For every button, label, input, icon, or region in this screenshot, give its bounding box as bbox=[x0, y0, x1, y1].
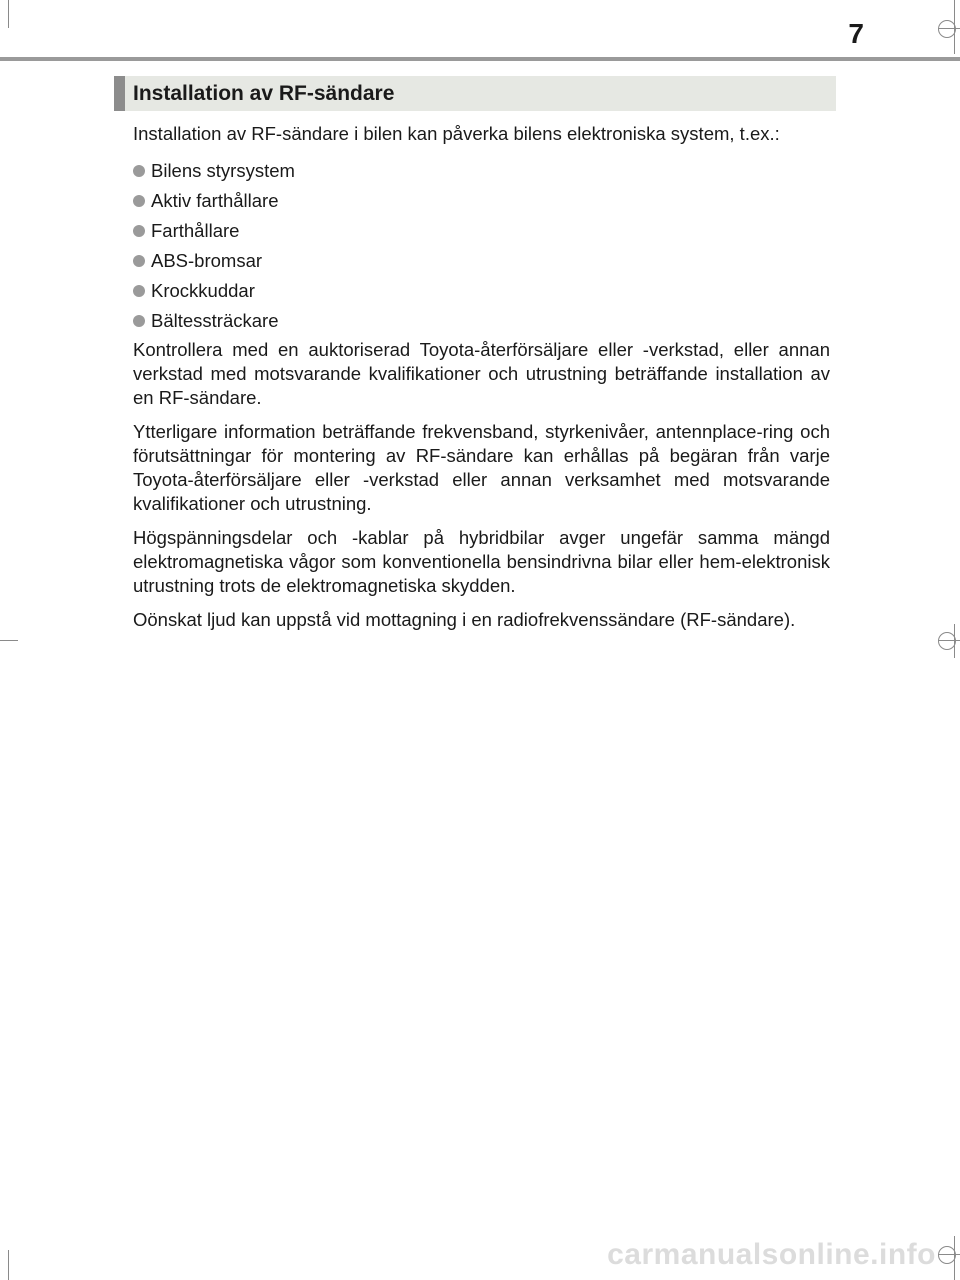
list-item-text: Farthållare bbox=[151, 220, 240, 241]
list-item bbox=[133, 186, 830, 216]
page-number: 7 bbox=[848, 18, 864, 49]
bullet-icon bbox=[133, 315, 145, 327]
list-item-text: Bilens styrsystem bbox=[151, 160, 295, 181]
list-item-text: Aktiv farthållare bbox=[151, 190, 279, 211]
crop-mark-mid-left bbox=[0, 640, 18, 641]
hybrid-info-paragraph: Högspänningsdelar och -kablar på hybridbilar avger ungefär samma mängd elektromagnetiska vågor som konventionella bensindrivna bilar eller hem-elektronisk utrustning trots de elektromagnetiska skydden. bbox=[133, 527, 830, 596]
list-item bbox=[133, 156, 830, 186]
list-item-text: Bältessträckare bbox=[151, 310, 279, 331]
intro-paragraph: Installation av RF-sändare i bilen kan påverka bilens elektroniska system, t.ex.: bbox=[133, 123, 780, 144]
list-item bbox=[133, 246, 830, 276]
list-item bbox=[133, 276, 830, 306]
list-item-text: Krockkuddar bbox=[151, 280, 255, 301]
noise-info-paragraph: Oönskat ljud kan uppstå vid mottagning i en radiofrekvenssändare (RF-sändare). bbox=[133, 609, 796, 630]
section-content bbox=[133, 122, 830, 642]
affected-systems-list bbox=[133, 156, 830, 336]
list-item bbox=[133, 216, 830, 246]
dealer-paragraph: Kontrollera med en auktoriserad Toyota-återförsäljare eller -verkstad, eller annan verkstad med motsvarande kvalifikationer och utrustning beträffande installation av en RF-sändare. bbox=[133, 339, 830, 408]
crop-mark-top-left bbox=[8, 0, 9, 28]
bullet-icon bbox=[133, 225, 145, 237]
heading-accent-bar bbox=[114, 76, 125, 111]
bullet-icon bbox=[133, 285, 145, 297]
bullet-icon bbox=[133, 195, 145, 207]
crop-mark-bottom-left bbox=[8, 1250, 9, 1280]
header-rule bbox=[0, 57, 960, 61]
bullet-icon bbox=[133, 255, 145, 267]
frequency-info-paragraph: Ytterligare information beträffande frekvensband, styrkenivåer, antennplace-ring och förutsättningar för montering av RF-sändare kan erhållas på begäran från varje Toyota-återförsäljare eller -verkstad eller annan verksamhet med motsvarande kvalifikationer och utrustning. bbox=[133, 421, 830, 514]
registration-mark-bottom-right bbox=[938, 1246, 956, 1264]
bullet-icon bbox=[133, 165, 145, 177]
registration-mark-mid-right bbox=[938, 632, 956, 650]
watermark: carmanualsonline.info bbox=[607, 1238, 936, 1271]
list-item bbox=[133, 306, 830, 336]
list-item-text: ABS-bromsar bbox=[151, 250, 263, 271]
registration-mark-top-right bbox=[938, 20, 956, 38]
section-heading bbox=[114, 76, 836, 111]
section-title: Installation av RF-sändare bbox=[133, 81, 395, 105]
